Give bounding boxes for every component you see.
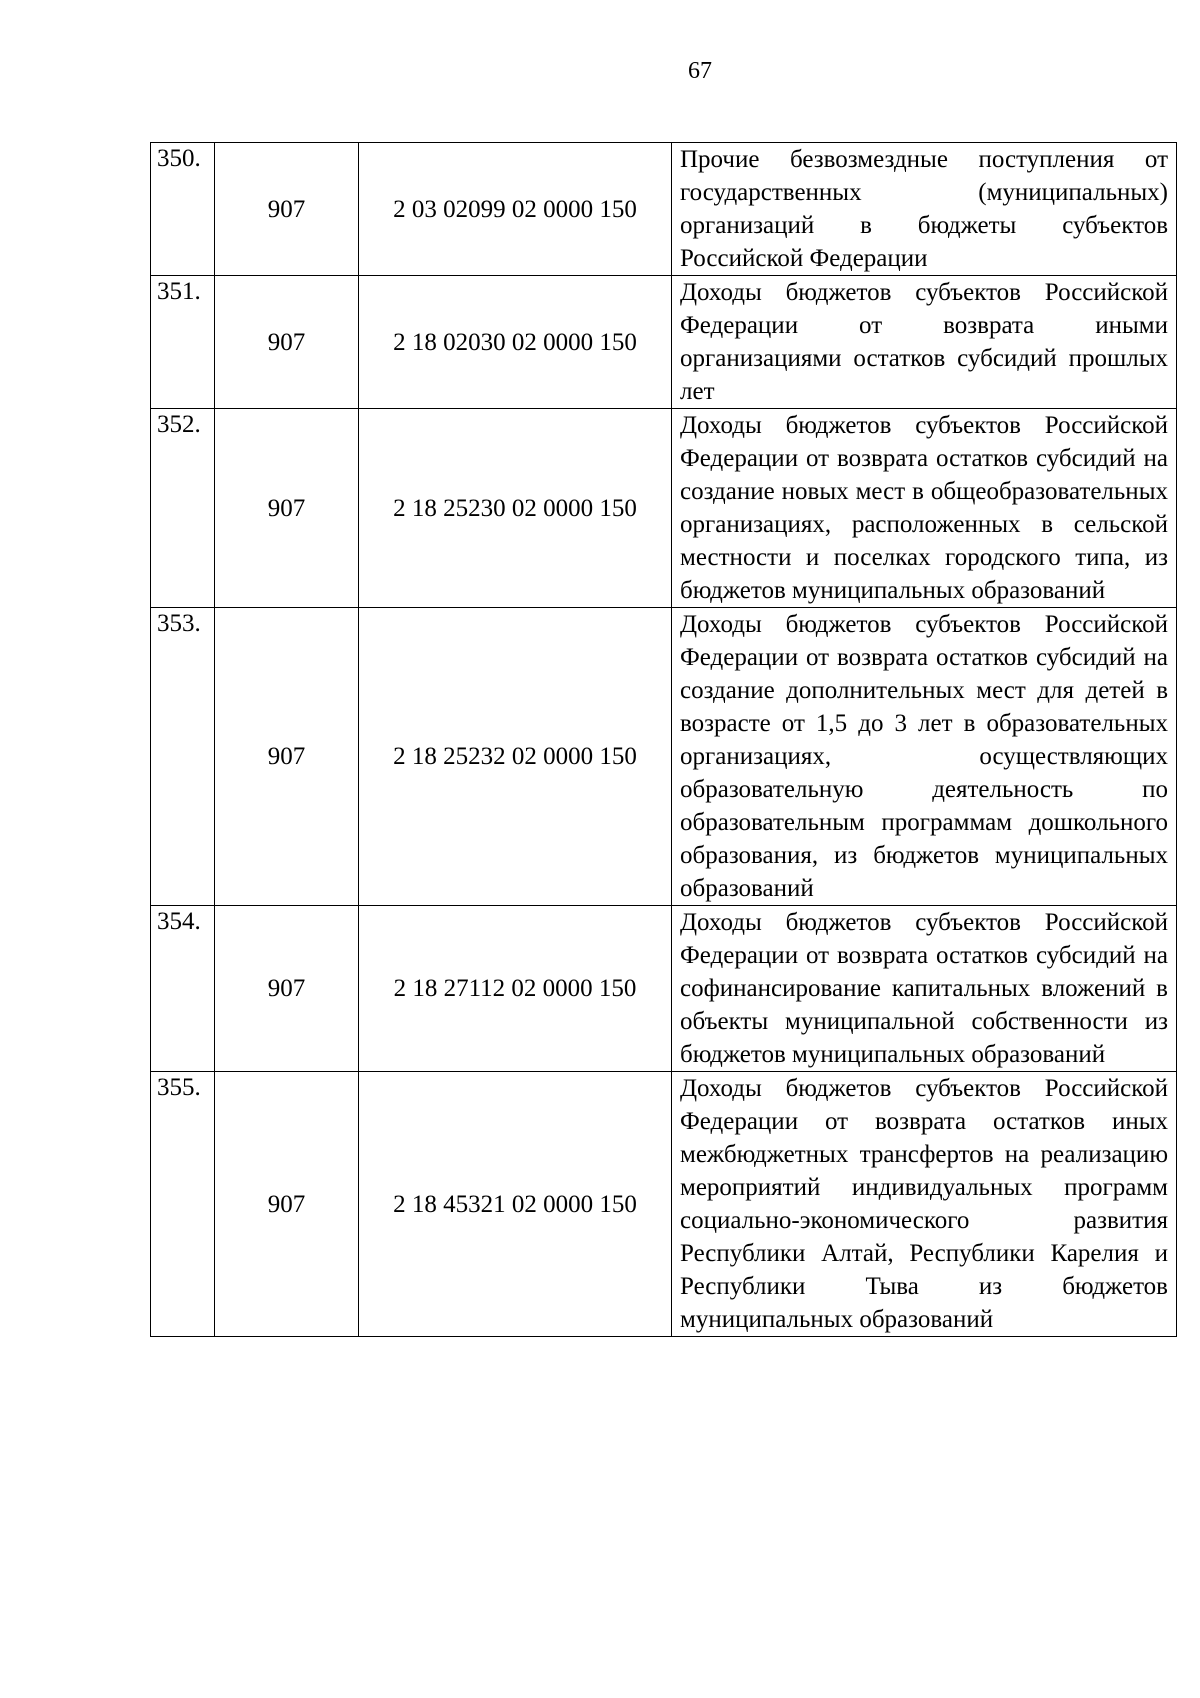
row-number: 353. [151,608,215,906]
revenue-description [672,906,1177,1072]
table-row [151,276,1177,409]
budget-classification-code: 2 03 02099 02 0000 150 [359,143,672,276]
revenue-description-text: Прочие безвозмездные поступления от государственных (муниципальных) организаций в бюджеты субъектов Российской Федерации [680,146,1168,272]
revenue-codes-table [150,142,1177,1337]
table-row [151,143,1177,276]
page-number: 67 [688,58,712,84]
budget-classification-code: 2 18 25230 02 0000 150 [359,409,672,608]
revenue-description [672,143,1177,276]
administrator-code: 907 [215,1072,359,1337]
administrator-code: 907 [215,276,359,409]
revenue-description-text: Доходы бюджетов субъектов Российской Федерации от возврата иными организациями остатков субсидий прошлых лет [680,279,1168,405]
revenue-description-text: Доходы бюджетов субъектов Российской Федерации от возврата остатков субсидий на создание новых мест в общеобразовательных организациях, расположенных в сельской местности и поселках городского типа, из бюджетов муниципальных образований [680,412,1168,604]
budget-classification-code: 2 18 02030 02 0000 150 [359,276,672,409]
administrator-code: 907 [215,409,359,608]
revenue-description [672,608,1177,906]
table-row [151,906,1177,1072]
row-number: 354. [151,906,215,1072]
revenue-description [672,276,1177,409]
revenue-description [672,409,1177,608]
row-number: 352. [151,409,215,608]
administrator-code: 907 [215,608,359,906]
revenue-description-text: Доходы бюджетов субъектов Российской Федерации от возврата остатков иных межбюджетных трансфертов на реализацию мероприятий индивидуальных программ социально-экономического развития Республики Алтай, Республики Карелия и Республики Тыва из бюджетов муниципальных образований [680,1075,1168,1333]
row-number: 351. [151,276,215,409]
row-number: 350. [151,143,215,276]
budget-classification-code: 2 18 27112 02 0000 150 [359,906,672,1072]
revenue-description-text: Доходы бюджетов субъектов Российской Федерации от возврата остатков субсидий на софинансирование капитальных вложений в объекты муниципальной собственности из бюджетов муниципальных образований [680,909,1168,1068]
row-number: 355. [151,1072,215,1337]
administrator-code: 907 [215,906,359,1072]
table-row [151,409,1177,608]
table-row [151,1072,1177,1337]
administrator-code: 907 [215,143,359,276]
budget-classification-code: 2 18 45321 02 0000 150 [359,1072,672,1337]
revenue-description-text: Доходы бюджетов субъектов Российской Федерации от возврата остатков субсидий на создание дополнительных мест для детей в возрасте от 1,5 до 3 лет в образовательных организациях, осуществляющих образовательную деятельность по образовательным программам дошкольного образования, из бюджетов муниципальных образований [680,611,1168,902]
budget-classification-code: 2 18 25232 02 0000 150 [359,608,672,906]
revenue-description [672,1072,1177,1337]
table-row [151,608,1177,906]
